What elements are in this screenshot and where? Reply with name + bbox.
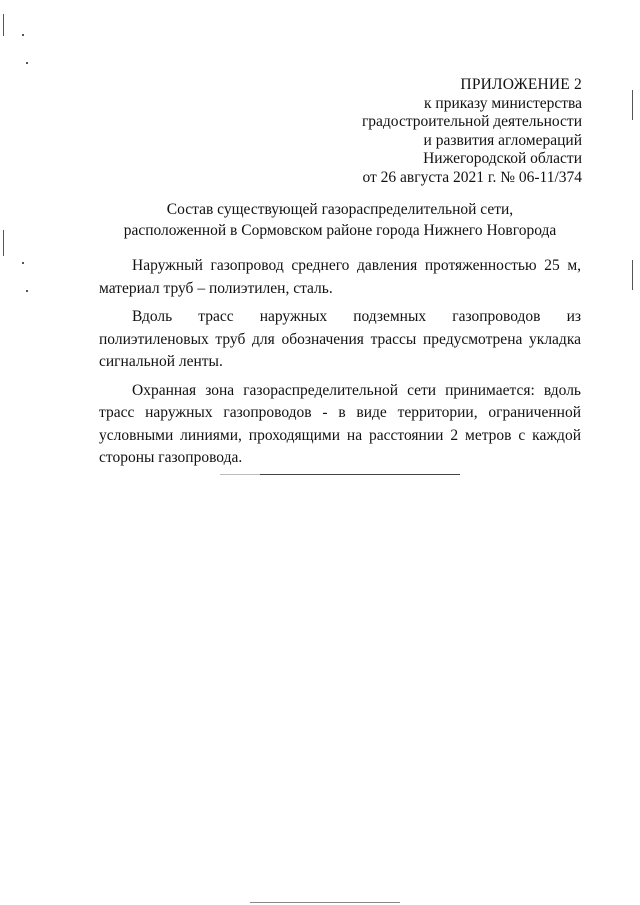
appendix-date-line: от 26 августа 2021 г. № 06-11/374 [362, 168, 582, 186]
appendix-number: ПРИЛОЖЕНИЕ 2 [460, 76, 582, 93]
scan-mark [3, 14, 4, 36]
title-line-2: расположенной в Сормовском районе города Нижнего Новгорода [123, 221, 557, 239]
scan-mark [26, 290, 28, 292]
appendix-header [222, 76, 582, 188]
bottom-edge-line [250, 902, 400, 903]
appendix-agglomeration-line: и развития агломераций [423, 131, 582, 149]
scan-mark [22, 34, 24, 36]
scan-mark [632, 260, 633, 290]
title-line-1: Состав существующей газораспределительной сети, [166, 201, 514, 218]
scan-mark [3, 230, 4, 256]
document-body [99, 255, 581, 476]
scan-mark [26, 62, 28, 64]
paragraph-protection-zone: Охранная зона газораспределительной сети принимается: вдоль трасс наружных газопроводов - в виде территории, ограниченной условными линиями, проходящими на расстоянии 2 метров с каждой стороны газопровода. [99, 381, 581, 466]
appendix-region-line: Нижегородской области [423, 150, 582, 168]
appendix-ministry-line: градостроительной деятельности [361, 113, 582, 131]
appendix-order-line: к приказу министерства [424, 94, 582, 112]
paragraph-pipeline: Наружный газопровод среднего давления протяженностью 25 м, материал труб – полиэтилен, сталь. [99, 257, 581, 297]
closing-rule-faint [220, 474, 260, 475]
scan-mark [632, 90, 633, 120]
paragraph-signal-tape: Вдоль трасс наружных подземных газопроводов из полиэтиленовых труб для обозначения трассы предусмотрена укладка сигнальной ленты. [99, 308, 581, 370]
closing-rule [220, 474, 460, 475]
scan-mark [22, 262, 24, 264]
document-title [60, 200, 620, 241]
